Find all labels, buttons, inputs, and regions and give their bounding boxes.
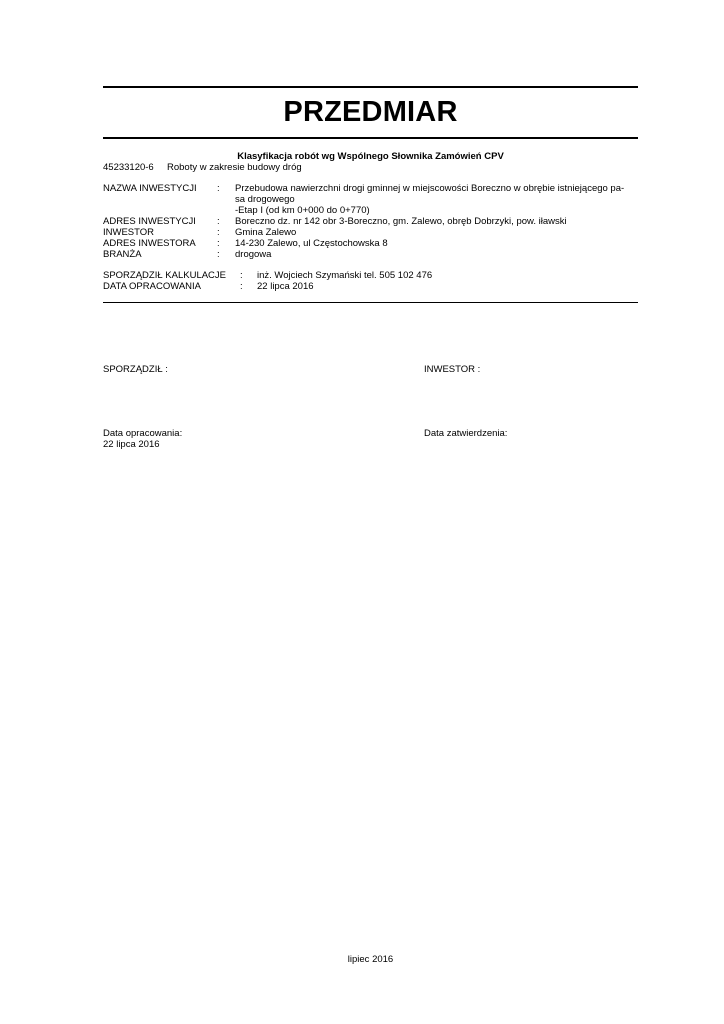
branch-label: BRANŻA [103, 249, 142, 260]
cpv-description: Roboty w zakresie budowy dróg [167, 162, 302, 173]
signature-preparation-date-label: Data opracowania: [103, 428, 183, 439]
investment-name-line-2: sa drogowego [235, 194, 295, 205]
investor-signature-label: INWESTOR : [424, 364, 481, 375]
prepared-by-value: inż. Wojciech Szymański tel. 505 102 476 [257, 270, 433, 281]
prepared-by-signature-label: SPORZĄDZIŁ : [103, 364, 168, 375]
investment-address-label: ADRES INWESTYCJI [103, 216, 196, 227]
cpv-heading: Klasyfikacja robót wg Wspólnego Słownika Zamówień CPV [237, 151, 504, 162]
prepared-by-colon: : [240, 270, 243, 281]
top-rule [103, 86, 638, 88]
investment-name-line-1: Przebudowa nawierzchni drogi gminnej w miejscowości Boreczno w obrębie istniejącego pa- [235, 183, 625, 194]
investment-name-label: NAZWA INWESTYCJI [103, 183, 197, 194]
investor-address-colon: : [217, 238, 220, 249]
investor-address-label: ADRES INWESTORA [103, 238, 196, 249]
branch-colon: : [217, 249, 220, 260]
page-footer: lipiec 2016 [347, 954, 394, 965]
cpv-code: 45233120-6 [103, 162, 154, 173]
investment-name-colon: : [217, 183, 220, 194]
investment-address-colon: : [217, 216, 220, 227]
branch-value: drogowa [235, 249, 272, 260]
investor-address-value: 14-230 Zalewo, ul Częstochowska 8 [235, 238, 388, 249]
investment-address-value: Boreczno dz. nr 142 obr 3-Boreczno, gm. Zalewo, obręb Dobrzyki, pow. iławski [235, 216, 567, 227]
title-rule [103, 137, 638, 139]
header-bottom-rule [103, 302, 638, 303]
investment-name-line-3: -Etap I (od km 0+000 do 0+770) [235, 205, 370, 216]
prepared-by-label: SPORZĄDZIŁ KALKULACJE [103, 270, 227, 281]
preparation-date-label: DATA OPRACOWANIA [103, 281, 202, 292]
signature-preparation-date-value: 22 lipca 2016 [103, 439, 160, 450]
document-title: PRZEDMIAR [283, 96, 458, 128]
preparation-date-colon: : [240, 281, 243, 292]
investor-colon: : [217, 227, 220, 238]
preparation-date-value: 22 lipca 2016 [257, 281, 314, 292]
approval-date-label: Data zatwierdzenia: [424, 428, 508, 439]
investor-value: Gmina Zalewo [235, 227, 297, 238]
investor-label: INWESTOR [103, 227, 155, 238]
